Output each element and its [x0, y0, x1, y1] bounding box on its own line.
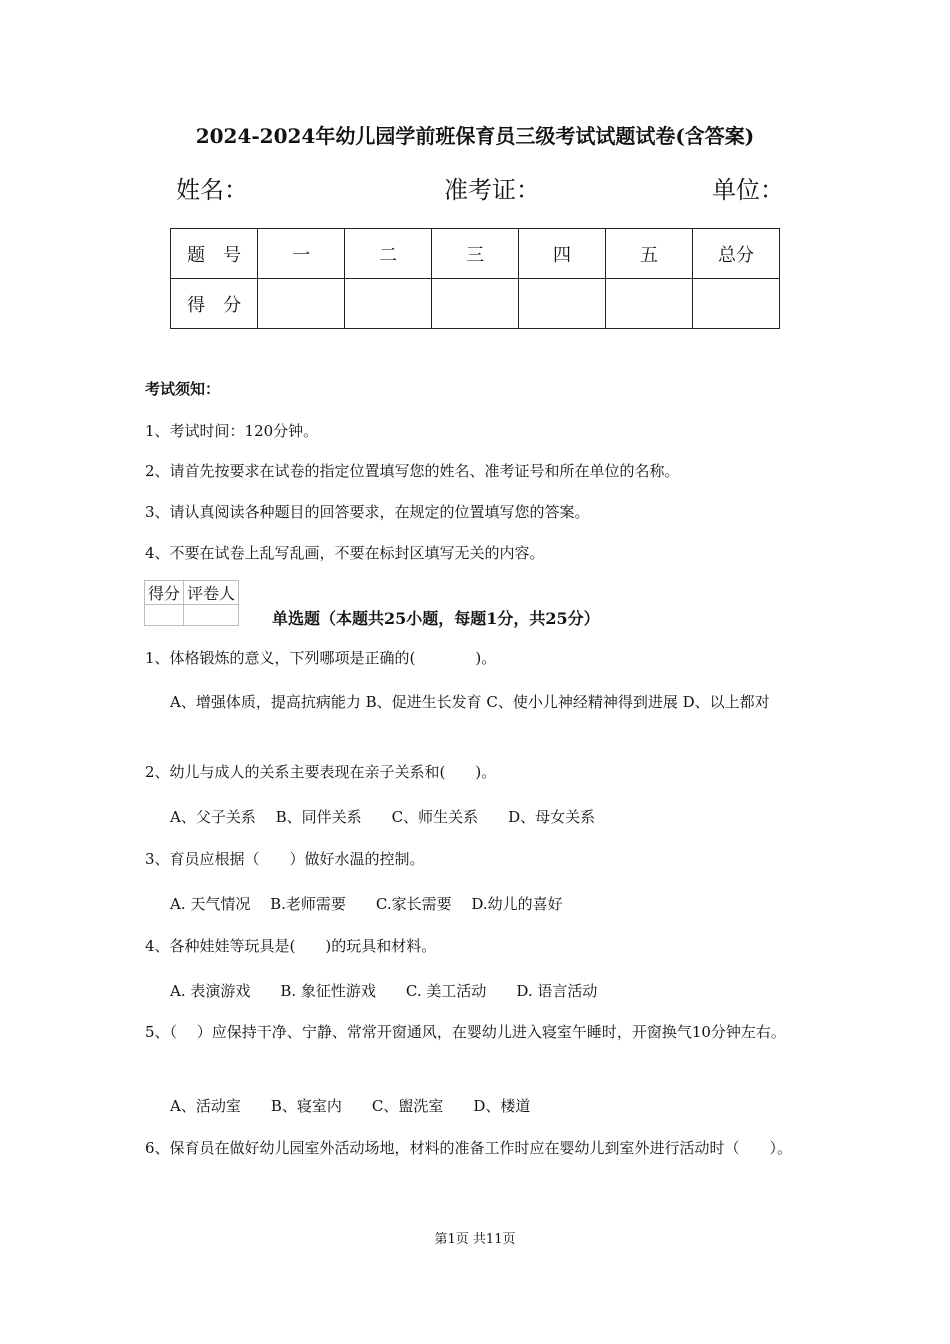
score-header-cell: 三: [432, 229, 519, 279]
score-table: [170, 228, 780, 329]
grader-reviewer-label: 评卷人: [184, 581, 239, 605]
question-6: 6、保育员在做好幼儿园室外活动场地，材料的准备工作时应在婴幼儿到室外进行活动时（ ）。: [145, 1139, 793, 1157]
unit-label: 单位：: [712, 176, 784, 204]
score-table-header-row: [171, 229, 780, 279]
page-footer: 第1页 共11页: [434, 1232, 516, 1247]
score-table-score-row: [171, 279, 780, 329]
ticket-label: 准考证：: [444, 176, 540, 204]
question-4: 4、各种娃娃等玩具是( )的玩具和材料。: [145, 937, 437, 955]
notice-item: 4、不要在试卷上乱写乱画，不要在标封区填写无关的内容。: [145, 544, 545, 562]
score-header-cell: 四: [519, 229, 606, 279]
name-label: 姓名：: [176, 176, 248, 204]
score-row-label: 得 分: [171, 279, 258, 329]
score-header-cell: 题 号: [171, 229, 258, 279]
score-cell: [345, 279, 432, 329]
question-2-options: A、父子关系 B、同伴关系 C、师生关系 D、母女关系: [170, 808, 596, 826]
score-header-cell: 二: [345, 229, 432, 279]
page-title: 2024-2024年幼儿园学前班保育员三级考试试题试卷(含答案): [195, 124, 755, 148]
score-cell: [692, 279, 779, 329]
score-cell: [606, 279, 693, 329]
question-2: 2、幼儿与成人的关系主要表现在亲子关系和( )。: [145, 763, 497, 781]
question-1-options: A、增强体质，提高抗病能力 B、促进生长发育 C、使小儿神经精神得到进展 D、以上都对: [170, 693, 770, 711]
score-header-cell: 五: [606, 229, 693, 279]
question-5-options: A、活动室 B、寝室内 C、盥洗室 D、楼道: [170, 1097, 531, 1115]
notice-item: 1、考试时间：120分钟。: [145, 422, 319, 440]
question-5: 5、（ ）应保持干净、宁静、常常开窗通风，在婴幼儿进入寝室午睡时，开窗换气10分钟左右。: [145, 1023, 786, 1041]
score-cell: [432, 279, 519, 329]
score-cell: [519, 279, 606, 329]
score-header-cell: 一: [258, 229, 345, 279]
grader-box: [144, 580, 239, 626]
question-1: 1、体格锻炼的意义，下列哪项是正确的( )。: [145, 649, 497, 667]
notice-heading: 考试须知：: [145, 380, 221, 398]
question-3-options: A. 天气情况 B.老师需要 C.家长需要 D.幼儿的喜好: [170, 895, 563, 913]
notice-item: 2、请首先按要求在试卷的指定位置填写您的姓名、准考证号和所在单位的名称。: [145, 462, 680, 480]
score-header-cell: 总分: [692, 229, 779, 279]
grader-score-label: 得分: [145, 581, 184, 605]
question-3: 3、育员应根据（ ）做好水温的控制。: [145, 850, 425, 868]
section-title: 单选题（本题共25小题，每题1分，共25分）: [272, 609, 600, 628]
grader-score-cell: [145, 605, 184, 626]
grader-reviewer-cell: [184, 605, 239, 626]
score-cell: [258, 279, 345, 329]
question-4-options: A. 表演游戏 B. 象征性游戏 C. 美工活动 D. 语言活动: [170, 982, 598, 1000]
notice-item: 3、请认真阅读各种题目的回答要求，在规定的位置填写您的答案。: [145, 503, 590, 521]
